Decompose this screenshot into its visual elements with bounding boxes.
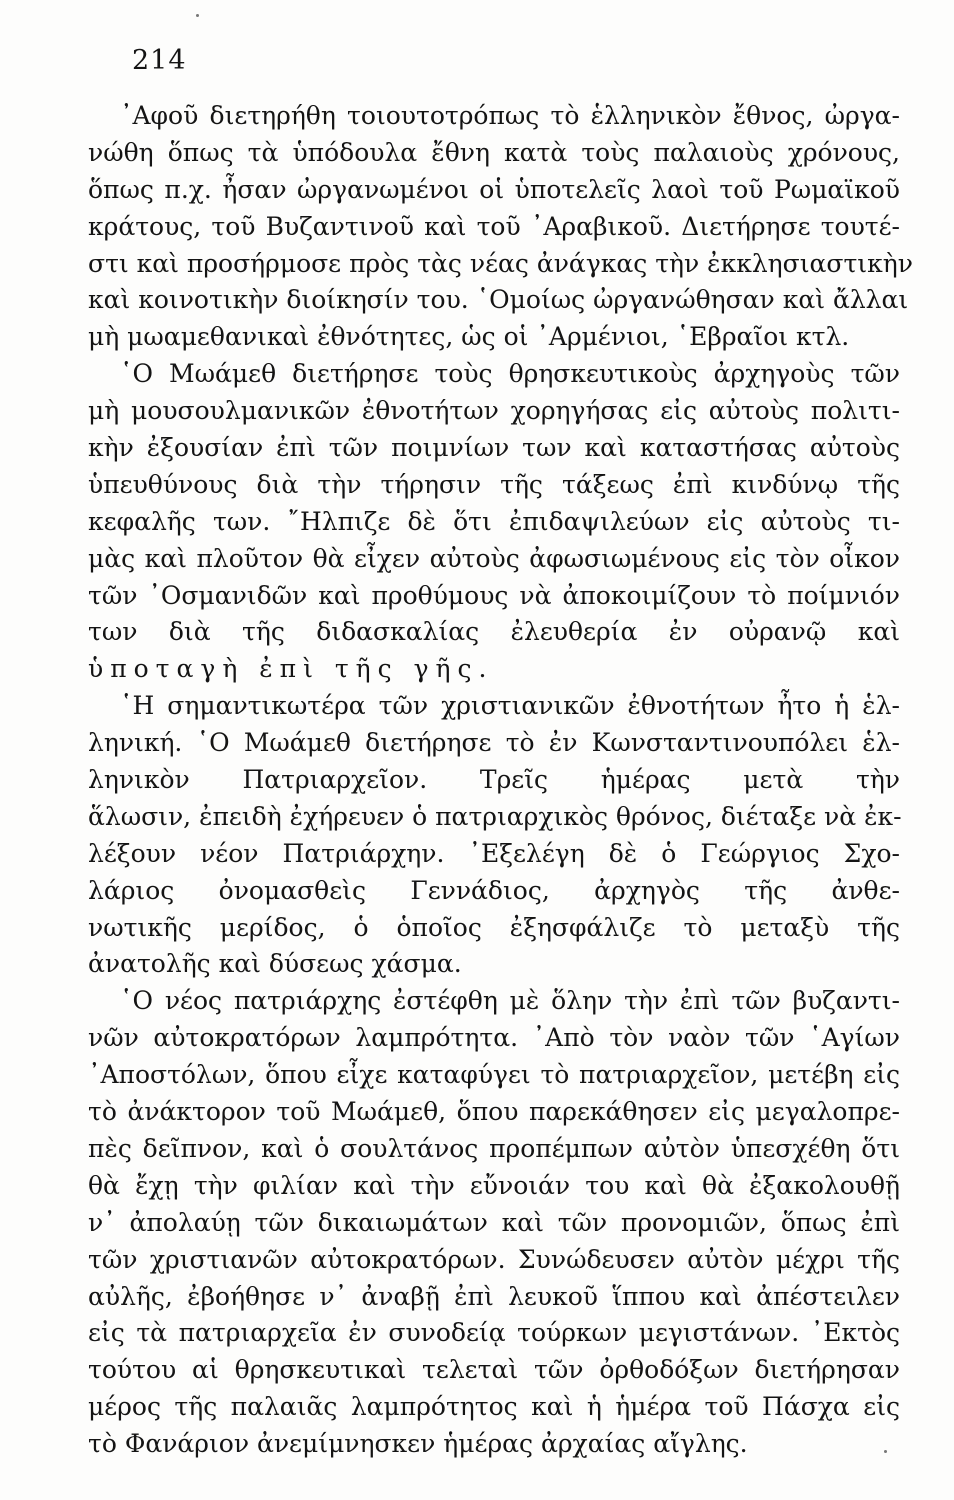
text-line: στι καὶ προσήρμοσε πρὸς τὰς νέας ἀνάγκας τὴν ἐκκλησιαστικὴν: [88, 248, 913, 278]
text-line: καὶ κοινοτικὴν διοίκησίν του. ῾Ομοίως ὠργανώθησαν καὶ ἄλλαι: [88, 285, 909, 315]
text-line: τούτου αἱ θρησκευτικαὶ τελεταὶ τῶν ὀρθοδόξων διετήρησαν: [88, 1355, 900, 1385]
text-line: των διὰ τῆς διδασκαλίας ἐλευθερία ἐν οὐρανῷ καὶ: [88, 617, 900, 647]
text-line: ῾Ο νέος πατριάρχης ἐστέφθη μὲ ὅλην τὴν ἐπὶ τῶν βυζαντι-: [120, 986, 900, 1016]
text-line: αὐλῆς, ἐβοήθησε ν᾿ ἀναβῇ ἐπὶ λευκοῦ ἵππου καὶ ἀπέστειλεν: [88, 1281, 900, 1311]
text-line: ἅλωσιν, ἐπειδὴ ἐχήρευεν ὁ πατριαρχικὸς θρόνος, διέταξε νὰ ἐκ-: [88, 801, 902, 831]
text-line: τὸ Φανάριον ἀνεμίμνησκεν ἡμέρας ἀρχαίας αἴγλης.: [88, 1429, 748, 1459]
text-line: ὑποταγὴ ἐπὶ τῆς γῆς.: [88, 654, 494, 684]
text-line: νώθη ὅπως τὰ ὑπόδουλα ἔθνη κατὰ τοὺς παλαιοὺς χρόνους,: [88, 137, 900, 167]
text-line: ῾Η σημαντικωτέρα τῶν χριστιανικῶν ἐθνοτήτων ἦτο ἡ ἑλ-: [120, 691, 900, 721]
text-line: πὲς δεῖπνον, καὶ ὁ σουλτάνος προπέμπων αὐτὸν ὑπεσχέθη ὅτι: [88, 1133, 900, 1163]
scan-speck: [884, 1450, 887, 1453]
text-line: μὰς καὶ πλοῦτον θὰ εἶχεν αὐτοὺς ἀφωσιωμένους εἰς τὸν οἶκον: [88, 543, 900, 573]
text-line: κράτους, τοῦ Βυζαντινοῦ καὶ τοῦ ᾿Αραβικοῦ. Διετήρησε τουτέ-: [88, 211, 900, 241]
text-line: ὑπευθύνους διὰ τὴν τήρησιν τῆς τάξεως ἐπὶ κινδύνῳ τῆς: [88, 469, 900, 499]
body-text: [88, 98, 913, 1463]
text-line: ὅπως π.χ. ἦσαν ὠργανωμένοι οἱ ὑποτελεῖς λαοὶ τοῦ Ρωμαϊκοῦ: [88, 174, 900, 204]
text-line: νῶν αὐτοκρατόρων λαμπρότητα. ᾿Απὸ τὸν ναὸν τῶν ῾Αγίων: [88, 1023, 900, 1053]
text-line: εἰς τὰ πατριαρχεῖα ἐν συνοδείᾳ τούρκων μεγιστάνων. ᾿Εκτὸς: [88, 1318, 900, 1348]
text-line: ᾿Αφοῦ διετηρήθη τοιουτοτρόπως τὸ ἑλληνικὸν ἔθνος, ὠργα-: [120, 101, 900, 130]
text-line: ῾Ο Μωάμεθ διετήρησε τοὺς θρησκευτικοὺς ἀρχηγοὺς τῶν: [120, 359, 900, 389]
text-line: λέξουν νέον Πατριάρχην. ᾿Εξελέγη δὲ ὁ Γεώργιος Σχο-: [88, 838, 900, 868]
page-number: 214: [132, 45, 187, 76]
text-line: τῶν χριστιανῶν αὐτοκρατόρων. Συνώδευσεν αὐτὸν μέχρι τῆς: [88, 1244, 900, 1274]
text-line: ἀνατολῆς καὶ δύσεως χάσμα.: [88, 949, 462, 979]
text-line: ᾿Αποστόλων, ὅπου εἶχε καταφύγει τὸ πατριαρχεῖον, μετέβη εἰς: [88, 1060, 900, 1090]
text-line: ληνική. ῾Ο Μωάμεθ διετήρησε τὸ ἐν Κωνσταντινουπόλει ἑλ-: [88, 728, 900, 758]
text-line: νωτικῆς μερίδος, ὁ ὁποῖος ἐξησφάλιζε τὸ μεταξὺ τῆς: [88, 912, 900, 942]
text-line: ληνικὸν Πατριαρχεῖον. Τρεῖς ἡμέρας μετὰ τὴν: [88, 765, 900, 795]
text-line: λάριος ὀνομασθεὶς Γεννάδιος, ἀρχηγὸς τῆς ἀνθε-: [88, 875, 900, 905]
text-line: μέρος τῆς παλαιᾶς λαμπρότητος καὶ ἡ ἡμέρα τοῦ Πάσχα εἰς: [88, 1392, 900, 1422]
text-line: κεφαλῆς των. ῎Ηλπιζε δὲ ὅτι ἐπιδαψιλεύων εἰς αὐτοὺς τι-: [88, 506, 900, 536]
text-line: μὴ μωαμεθανικαὶ ἐθνότητες, ὡς οἱ ᾿Αρμένιοι, ῾Εβραῖοι κτλ.: [88, 322, 850, 352]
text-line: τῶν ᾿Οσμανιδῶν καὶ προθύμους νὰ ἀποκοιμίζουν τὸ ποίμνιόν: [88, 580, 900, 610]
text-line: ν᾿ ἀπολαύῃ τῶν δικαιωμάτων καὶ τῶν προνομιῶν, ὅπως ἐπὶ: [88, 1207, 900, 1237]
text-line: θὰ ἔχῃ τὴν φιλίαν καὶ τὴν εὔνοιάν του καὶ θὰ ἐξακολουθῇ: [88, 1170, 900, 1200]
text-line: μὴ μουσουλμανικῶν ἐθνοτήτων χορηγήσας εἰς αὐτοὺς πολιτι-: [88, 396, 900, 426]
text-line: τὸ ἀνάκτορον τοῦ Μωάμεθ, ὅπου παρεκάθησεν εἰς μεγαλοπρε-: [88, 1097, 900, 1127]
text-line: κὴν ἐξουσίαν ἐπὶ τῶν ποιμνίων των καὶ καταστήσας αὐτοὺς: [88, 433, 900, 463]
scan-speck: [196, 14, 199, 17]
